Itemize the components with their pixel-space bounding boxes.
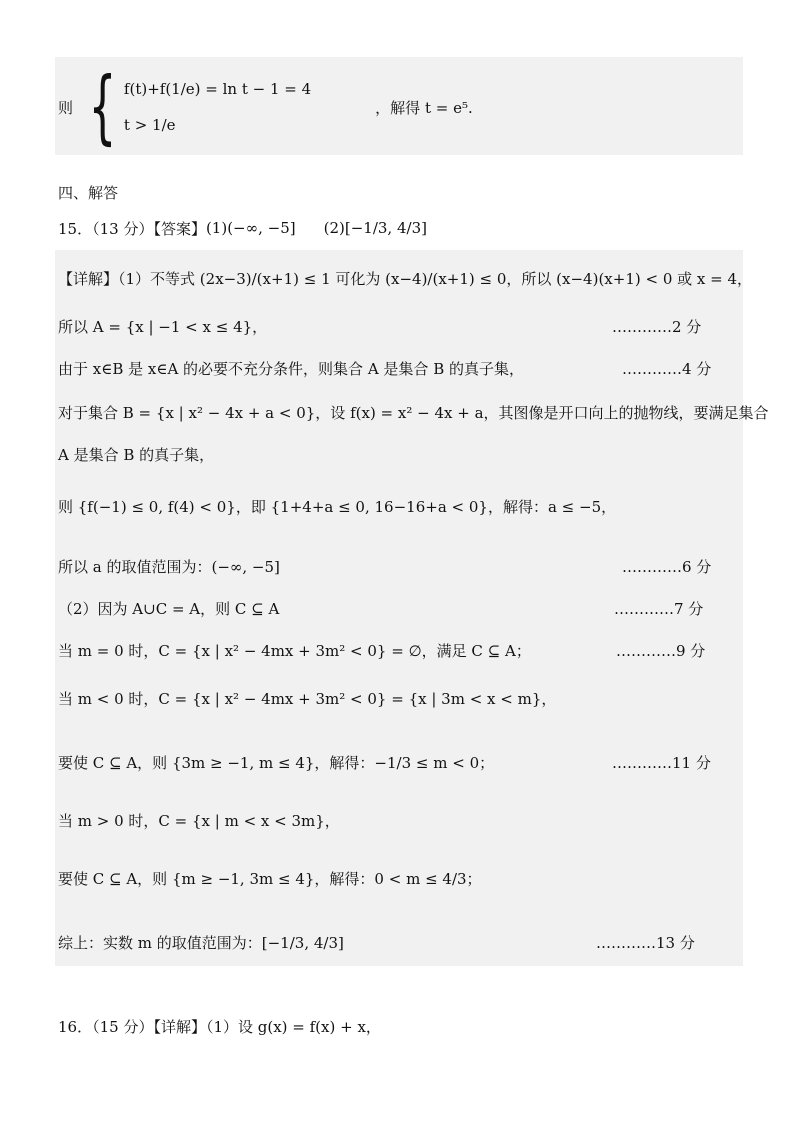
solution-line-7: 所以 a 的取值范围为：(−∞, −5] [58,557,280,576]
q15-answer-header [58,212,427,244]
solution-line-2: 所以 A = {x | −1 < x ≤ 4}， [58,317,268,336]
solution-line-3: 由于 x∈B 是 x∈A 的必要不充分条件，则集合 A 是集合 B 的真子集， [58,359,524,378]
solution-line-5: A 是集合 B 的真子集， [58,445,215,464]
score-2: …………2 分 [612,318,702,336]
top-result: ，解得 t = e⁵. [375,98,473,117]
top-eq2: t > 1/e [123,116,176,134]
q15-answer-2: (2)[−1/3, 4/3] [323,219,427,237]
score-7: …………7 分 [614,600,704,618]
solution-line-9: 当 m = 0 时，C = {x | x² − 4mx + 3m² < 0} = ∅，满足 C ⊆ A； [58,641,531,660]
solution-line-14: 综上：实数 m 的取值范围为：[−1/3, 4/3] [58,933,344,952]
top-prefix: 则 [58,98,74,117]
top-eq1: f(t)+f(1/e) = ln t − 1 = 4 [123,80,312,98]
solution-line-10: 当 m < 0 时，C = {x | x² − 4mx + 3m² < 0} = {x | 3m < x < m}， [58,689,557,708]
solution-line-4: 对于集合 B = {x | x² − 4x + a < 0}，设 f(x) = x² − 4x + a，其图像是开口向上的抛物线，要满足集合 [58,403,769,422]
solution-line-6: 则 {f(−1) ≤ 0, f(4) < 0}，即 {1+4+a ≤ 0, 16−16+a < 0}，解得：a ≤ −5， [58,497,617,516]
solution-line-1: 【详解】（1）不等式 (2x−3)/(x+1) ≤ 1 可化为 (x−4)/(x+1) ≤ 0，所以 (x−4)(x+1) < 0 或 x = 4， [58,269,753,288]
score-4: …………4 分 [622,360,712,378]
score-6: …………6 分 [622,558,712,576]
solution-line-11: 要使 C ⊆ A，则 {3m ≥ −1, m ≤ 4}，解得：−1/3 ≤ m < 0； [58,753,495,772]
solution-line-13: 要使 C ⊆ A，则 {m ≥ −1, 3m ≤ 4}，解得：0 < m ≤ 4/3； [58,869,482,888]
solution-line-12: 当 m > 0 时，C = {x | m < x < 3m}， [58,811,340,830]
q15-answer-1: (1)(−∞, −5] [205,219,296,237]
score-13: …………13 分 [596,934,695,952]
score-11: …………11 分 [612,754,711,772]
solution-line-8: （2）因为 A∪C = A，则 C ⊆ A [58,599,280,618]
q16-header: 16．（15 分）【详解】（1）设 g(x) = f(x) + x， [58,1017,381,1036]
section-heading: 四、解答 [58,183,119,202]
q15-number: 15．（13 分）【答案】 [58,219,206,238]
top-equation-system: 则 { f(t)+f(1/e) = ln t − 1 = 4 t > 1/e ，解得 t = e⁵. [58,60,473,153]
score-9: …………9 分 [616,642,706,660]
